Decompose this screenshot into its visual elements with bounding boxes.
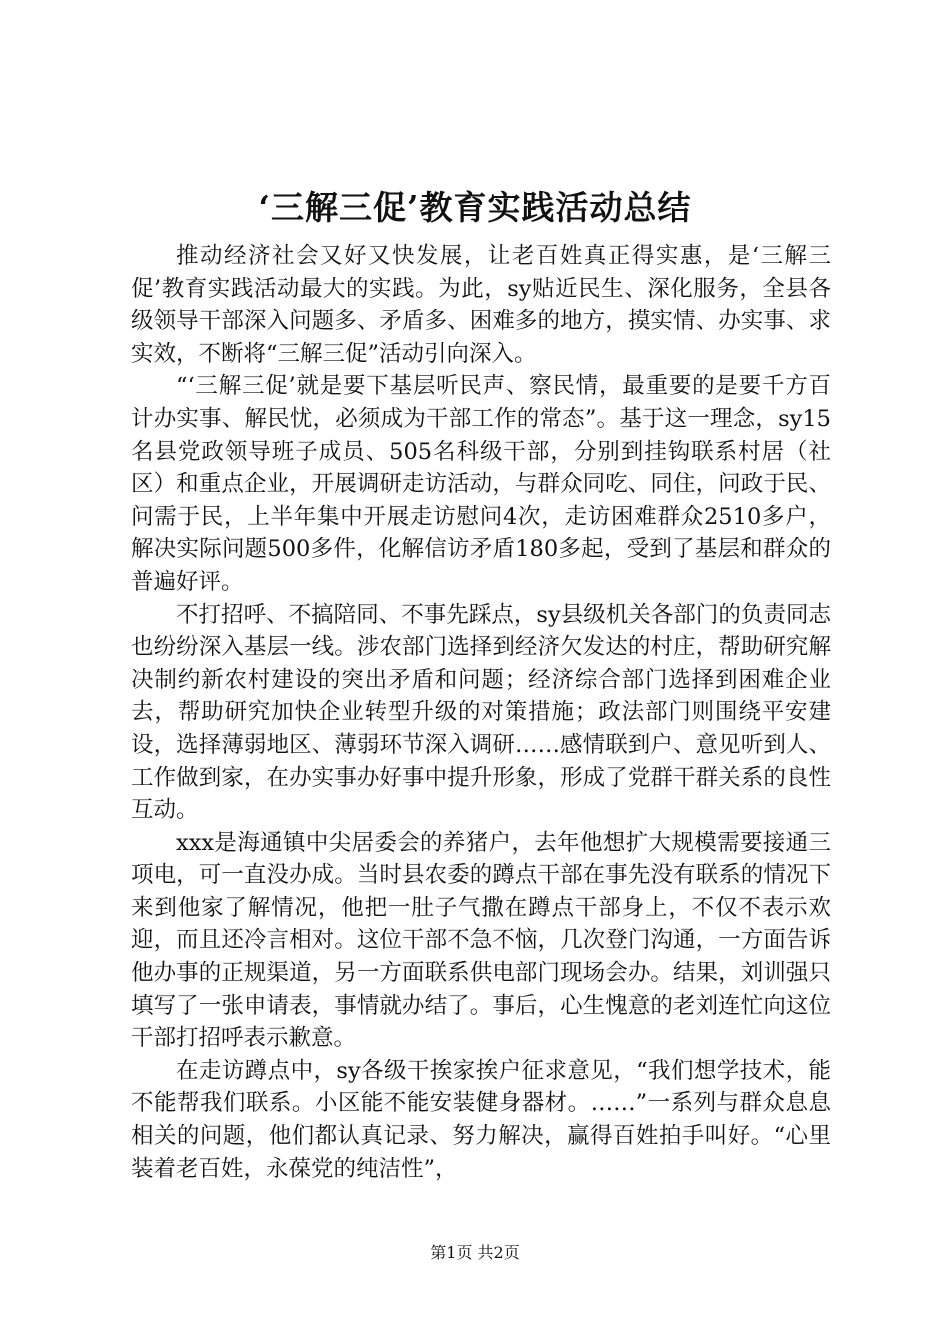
paragraph-4: xxx是海通镇中尖居委会的养猪户，去年他想扩大规模需要接通三项电，可一直没办成。当时县农委的蹲点干部在事先没有联系的情况下来到他家了解情况，他把一肚子气撒在蹲点干部身上，不仅不表示欢迎，而且还冷言相对。这位干部不急不恼，几次登门沟通，一方面告诉他办事的正规渠道，另一方面联系供电部门现场会办。结果，刘训强只填写了一张申请表，事情就办结了。事后，心生愧意的老刘连忙向这位干部打招呼表示歉意。 (131, 829, 831, 1052)
paragraph-2: “‘三解三促’就是要下基层听民声、察民情，最重要的是要千方百计办实事、解民忧，必须成为干部工作的常态”。基于这一理念，sy15名县党政领导班子成员、505名科级干部，分别到挂钩联系村居（社区）和重点企业，开展调研走访活动，与群众同吃、同住，问政于民、问需于民，上半年集中开展走访慰问4次，走访困难群众2510多户，解决实际问题500多件，化解信访矛盾180多起，受到了基层和群众的普遍好评。 (131, 373, 831, 595)
document-title: ‘三解三促’教育实践活动总结 (258, 188, 692, 227)
paragraph-5: 在走访蹲点中，sy各级干挨家挨户征求意见，“我们想学技术，能不能帮我们联系。小区能不能安装健身器材。……”一系列与群众息息相关的问题，他们都认真记录、努力解决，赢得百姓拍手叫好。“心里装着老百姓，永葆党的纯洁性”， (131, 1057, 831, 1182)
document-body (131, 240, 831, 1185)
paragraph-3: 不打招呼、不搞陪同、不事先踩点，sy县级机关各部门的负责同志也纷纷深入基层一线。涉农部门选择到经济欠发达的村庄，帮助研究解决制约新农村建设的突出矛盾和问题；经济综合部门选择到困难企业去，帮助研究加快企业转型升级的对策措施；政法部门则围绕平安建设，选择薄弱地区、薄弱环节深入调研……感情联到户、意见听到人、工作做到家，在办实事办好事中提升形象，形成了党群干群关系的良性互动。 (131, 601, 831, 824)
paragraph-1: 推动经济社会又好又快发展，让老百姓真正得实惠，是‘三解三促’教育实践活动最大的实践。为此，sy贴近民生、深化服务，全县各级领导干部深入问题多、矛盾多、困难多的地方，摸实情、办实事、求实效，不断将“三解三促”活动引向深入。 (131, 243, 831, 367)
page-number-footer: 第1页 共2页 (430, 1243, 520, 1262)
